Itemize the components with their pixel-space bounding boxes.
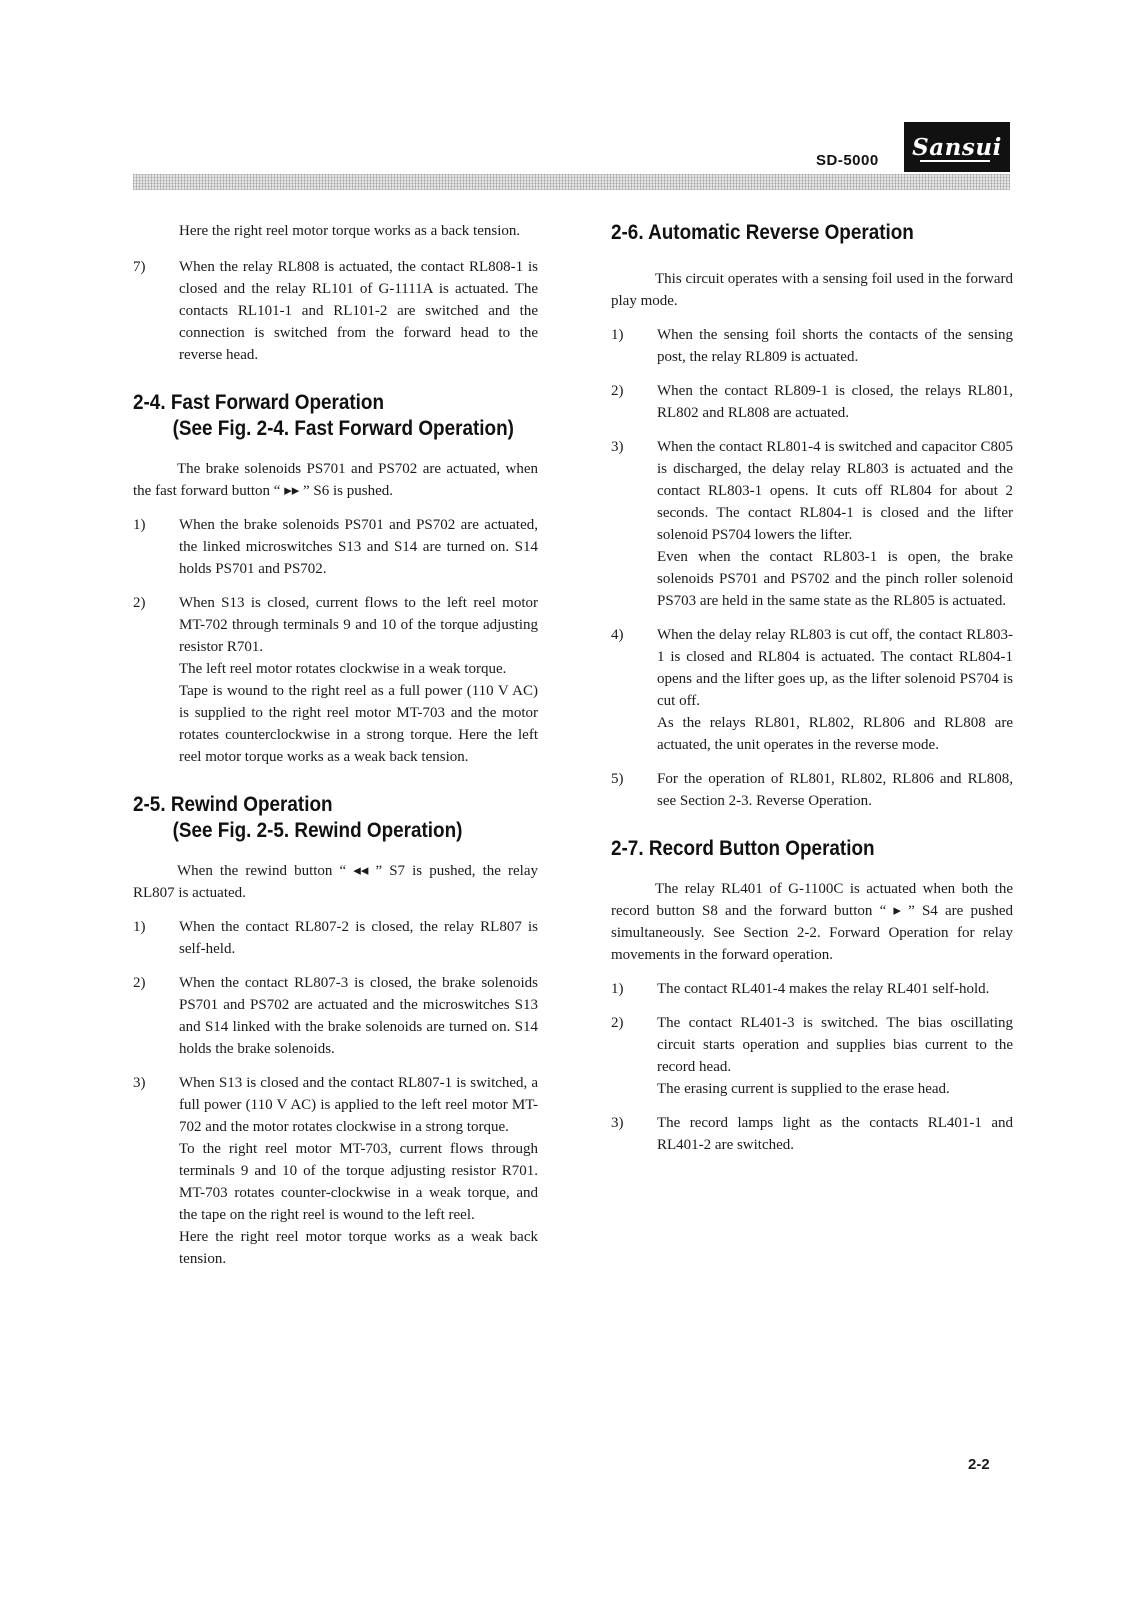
item-number: 4) <box>611 627 624 643</box>
item-number: 2) <box>133 595 146 611</box>
section-2-6 <box>611 220 1013 246</box>
item-number: 1) <box>611 327 624 343</box>
item-text: For the operation of RL801, RL802, RL806 and RL808, see Section 2-3. Reverse Operation. <box>657 771 1013 809</box>
item-text: Here the right reel motor torque works as a weak back tension. <box>179 1229 538 1267</box>
section-2-7 <box>611 836 1013 862</box>
section-2-5 <box>133 792 538 844</box>
item-text: When the sensing foil shorts the contacts of the sensing post, the relay RL809 is actuated. <box>657 327 1013 365</box>
item-text: When the delay relay RL803 is cut off, the contact RL803-1 is closed and RL804 is actuated. The contact RL804-1 opens and the lifter goes up, as the lifter solenoid PS704 is cut off. <box>657 627 1013 709</box>
item-text: When the relay RL808 is actuated, the contact RL808-1 is closed and the relay RL101 of G-1111A is actuated. The contacts RL101-1 and RL101-2 are switched and the connection is switched from the forward head to the reverse head. <box>179 259 538 363</box>
section-title: 2-5. Rewind Operation <box>133 793 333 816</box>
list-item <box>133 592 538 768</box>
list-item <box>611 436 1013 612</box>
item-text: When the contact RL807-2 is closed, the relay RL807 is self-held. <box>179 919 538 957</box>
list-item <box>611 978 1013 1000</box>
list-item <box>611 768 1013 812</box>
list-item <box>611 324 1013 368</box>
section-intro: This circuit operates with a sensing foil used in the forward play mode. <box>611 271 1013 309</box>
section-title: 2-7. Record Button Operation <box>611 837 875 860</box>
section-intro: When the rewind button “ ◂◂ ” S7 is pushed, the relay RL807 is actuated. <box>133 863 538 901</box>
section-title: 2-4. Fast Forward Operation <box>133 391 385 414</box>
item-text: When the contact RL809-1 is closed, the relays RL801, RL802 and RL808 are actuated. <box>657 383 1013 421</box>
list-item <box>133 916 538 960</box>
list-item <box>133 514 538 580</box>
item-text: Tape is wound to the right reel as a full power (110 V AC) is supplied to the right reel motor MT-703 and the motor rotates counterclockwise in a strong torque. Here the left reel motor torque works as a weak back tension. <box>179 683 538 765</box>
section-intro: The brake solenoids PS701 and PS702 are actuated, when the fast forward button “ ▸▸ ” S6 is pushed. <box>133 461 538 499</box>
item-number: 2) <box>133 975 146 991</box>
item-text: As the relays RL801, RL802, RL806 and RL808 are actuated, the unit operates in the reverse mode. <box>657 715 1013 753</box>
item-text: When the brake solenoids PS701 and PS702 are actuated, the linked microswitches S13 and S14 are turned on. S14 holds PS701 and PS702. <box>179 517 538 577</box>
item-text: The contact RL401-4 makes the relay RL401 self-hold. <box>657 981 990 997</box>
section-title: 2-6. Automatic Reverse Operation <box>611 221 914 244</box>
item-text: To the right reel motor MT-703, current flows through terminals 9 and 10 of the torque adjusting resistor R701. MT-703 rotates counter-clockwise in a weak torque, and the tape on the right reel is wound to the left reel. <box>179 1141 538 1223</box>
item-number: 5) <box>611 771 624 787</box>
brand-logo: Sansui <box>904 122 1010 172</box>
section-2-4 <box>133 390 538 442</box>
list-item <box>611 1112 1013 1156</box>
list-item <box>611 624 1013 756</box>
list-item <box>611 380 1013 424</box>
item-text: The contact RL401-3 is switched. The bias oscillating circuit starts operation and supplies bias current to the record head. <box>657 1015 1013 1075</box>
section-subtitle: (See Fig. 2-5. Rewind Operation) <box>172 819 463 842</box>
item-text: When the contact RL807-3 is closed, the brake solenoids PS701 and PS702 are actuated and the microswitches S13 and S14 linked with the brake solenoids are turned on. S14 holds the brake solenoids. <box>179 975 538 1057</box>
item-text: When the contact RL801-4 is switched and capacitor C805 is discharged, the delay relay RL803 is actuated and the contact RL803-1 opens. It cuts off RL804 for about 2 seconds. The contact RL804-1 is closed and the lifter solenoid PS704 lowers the lifter. <box>657 439 1013 543</box>
right-column <box>611 220 1013 1168</box>
page-number: 2-2 <box>968 1456 990 1473</box>
logo-underline <box>920 160 990 162</box>
item-text: When S13 is closed and the contact RL807-1 is switched, a full power (110 V AC) is applied to the left reel motor MT-702 and the motor rotates clockwise in a strong torque. <box>179 1075 538 1135</box>
item-number: 2) <box>611 1015 624 1031</box>
header-band <box>133 174 1010 190</box>
section-subtitle: (See Fig. 2-4. Fast Forward Operation) <box>172 417 514 440</box>
item-number: 1) <box>133 919 146 935</box>
item-number: 2) <box>611 383 624 399</box>
item-number: 7) <box>133 259 146 275</box>
model-number: SD-5000 <box>816 152 879 169</box>
list-item <box>133 1072 538 1270</box>
list-item <box>611 1012 1013 1100</box>
item-number: 3) <box>611 439 624 455</box>
continued-paragraph: Here the right reel motor torque works as a back tension. <box>179 223 521 239</box>
list-item <box>133 256 538 366</box>
item-text: Even when the contact RL803-1 is open, the brake solenoids PS701 and PS702 and the pinch roller solenoid PS703 are held in the same state as the RL805 is actuated. <box>657 549 1013 609</box>
item-text: The erasing current is supplied to the erase head. <box>657 1081 950 1097</box>
item-text: The record lamps light as the contacts RL401-1 and RL401-2 are switched. <box>657 1115 1013 1153</box>
list-item <box>133 972 538 1060</box>
item-number: 3) <box>611 1115 624 1131</box>
item-text: When S13 is closed, current flows to the left reel motor MT-702 through terminals 9 and 10 of the torque adjusting resistor R701. <box>179 595 538 655</box>
section-intro: The relay RL401 of G-1100C is actuated when both the record button S8 and the forward button “ ▸ ” S4 are pushed simultaneously. See Section 2-2. Forward Operation for relay movements in the forward operation. <box>611 881 1013 963</box>
item-text: The left reel motor rotates clockwise in a weak torque. <box>179 661 507 677</box>
item-number: 1) <box>133 517 146 533</box>
left-column <box>133 220 538 1282</box>
item-number: 3) <box>133 1075 146 1091</box>
item-number: 1) <box>611 981 624 997</box>
